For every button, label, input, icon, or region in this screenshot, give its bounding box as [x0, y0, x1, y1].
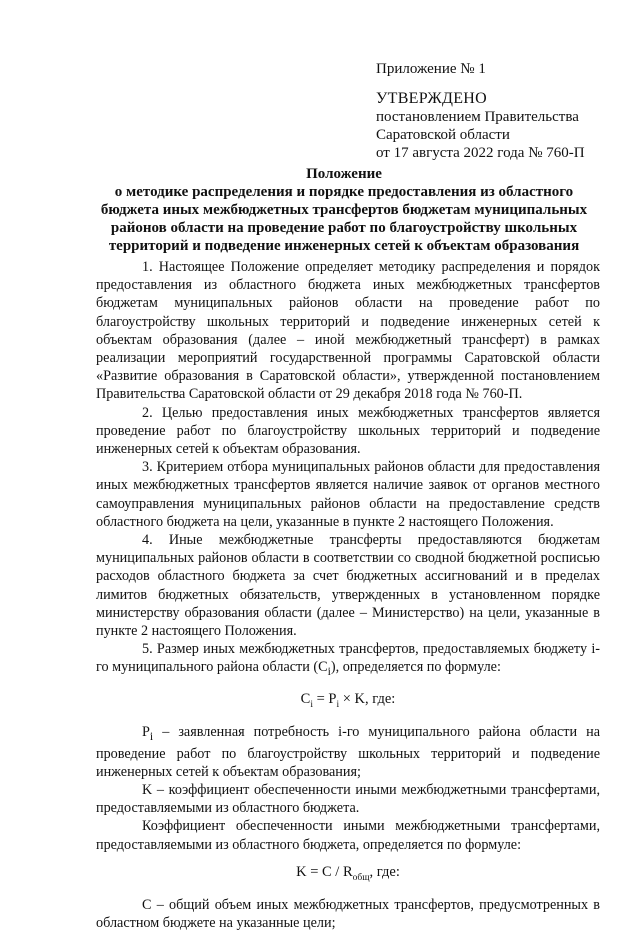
definition-pi	[96, 723, 600, 781]
formula-k-main: K = C / R	[296, 863, 353, 880]
paragraph-5	[96, 640, 600, 680]
p5-start: 5. Размер иных межбюджетных трансфертов, предоставляемых бюджету i-го муниципального района области (C	[96, 641, 600, 676]
formula-ci-lhs-sub: i	[310, 699, 313, 710]
approved-label: УТВЕРЖДЕНО	[376, 90, 488, 107]
definition-c: C – общий объем иных межбюджетных трансфертов, предусмотренных в областном бюджете на указанные цели;	[96, 896, 600, 932]
pi-definition: – заявленная потребность i-го муниципального района области на проведение работ по благоустройству школьных территорий и подведение инженерных сетей к объектам образования;	[96, 723, 600, 780]
pi-subscript: i	[149, 728, 154, 743]
approval-line-2: Саратовской области	[376, 127, 510, 143]
paragraph-3: 3. Критерием отбора муниципальных районов области для предоставления иных межбюджетных трансфертов является наличие заявок от органов местного самоуправления муниципальных районов области на предоставление средств областного бюджета на цели, указанные в пункте 2 настоящего Положения.	[96, 459, 600, 530]
formula-ci-mid: = P	[312, 690, 337, 707]
k-intro: Коэффициент обеспеченности иными межбюджетными трансфертами, предоставляемыми из областного бюджета, определяется по формуле:	[96, 818, 600, 853]
formula-ci-end: × K, где:	[339, 690, 396, 707]
appendix-label: Приложение № 1	[376, 61, 486, 77]
p5-end: ), определяется по формуле:	[330, 659, 501, 676]
paragraph-2: 2. Целью предоставления иных межбюджетных трансфертов является проведение работ по благоустройству школьных территорий и подведение инженерных сетей к объектам образования.	[96, 404, 600, 458]
formula-ci-mid-sub: i	[336, 699, 340, 710]
formula-ci-lhs: C	[300, 690, 311, 707]
formula-k	[96, 863, 600, 887]
formula-k-sub: общ	[352, 872, 370, 883]
definition-k: K – коэффициент обеспеченности иными межбюджетными трансфертами, предоставляемыми из областного бюджета.	[96, 782, 600, 817]
document-body	[96, 258, 600, 932]
formula-k-end: , где:	[369, 863, 400, 880]
p5-subscript: i	[327, 664, 331, 679]
title-heading: Положение	[306, 166, 382, 182]
title-subheading: о методике распределения и порядке предоставления из областного бюджета иных межбюджетных трансфертов бюджетам муниципальных районов области на проведение работ по благоустройству школьных территорий и подведение инженерных сетей к объектам образования	[100, 184, 588, 254]
approval-line-1: постановлением Правительства	[376, 109, 579, 125]
approval-stamp	[376, 60, 626, 162]
pi-symbol: P	[142, 723, 150, 740]
paragraph-4: 4. Иные межбюджетные трансферты предоставляются бюджетам муниципальных районов области в соответствии со сводной бюджетной росписью расходов областного бюджета за счет бюджетных ассигнований и в пределах лимитов бюджетных обязательств, утвержденных в установленном порядке министерству образования области (далее – Министерство) на цели, указанные в пункте 2 настоящего Положения.	[96, 532, 600, 640]
paragraph-1: 1. Настоящее Положение определяет методику распределения и порядок предоставления из областного бюджета иных межбюджетных трансфертов бюджетам муниципальных районов области на проведение работ по благоустройству школьных территорий и подведение инженерных сетей к объектам образования (далее – иной межбюджетный трансферт) в рамках реализации мероприятий государственной программы Саратовской области «Развитие образования в Саратовской области», утвержденной постановлением Правительства Саратовской области от 29 декабря 2018 года № 760-П.	[96, 259, 600, 403]
approval-line-3: от 17 августа 2022 года № 760-П	[376, 145, 585, 161]
formula-ci	[96, 690, 600, 714]
document-title	[88, 165, 600, 255]
